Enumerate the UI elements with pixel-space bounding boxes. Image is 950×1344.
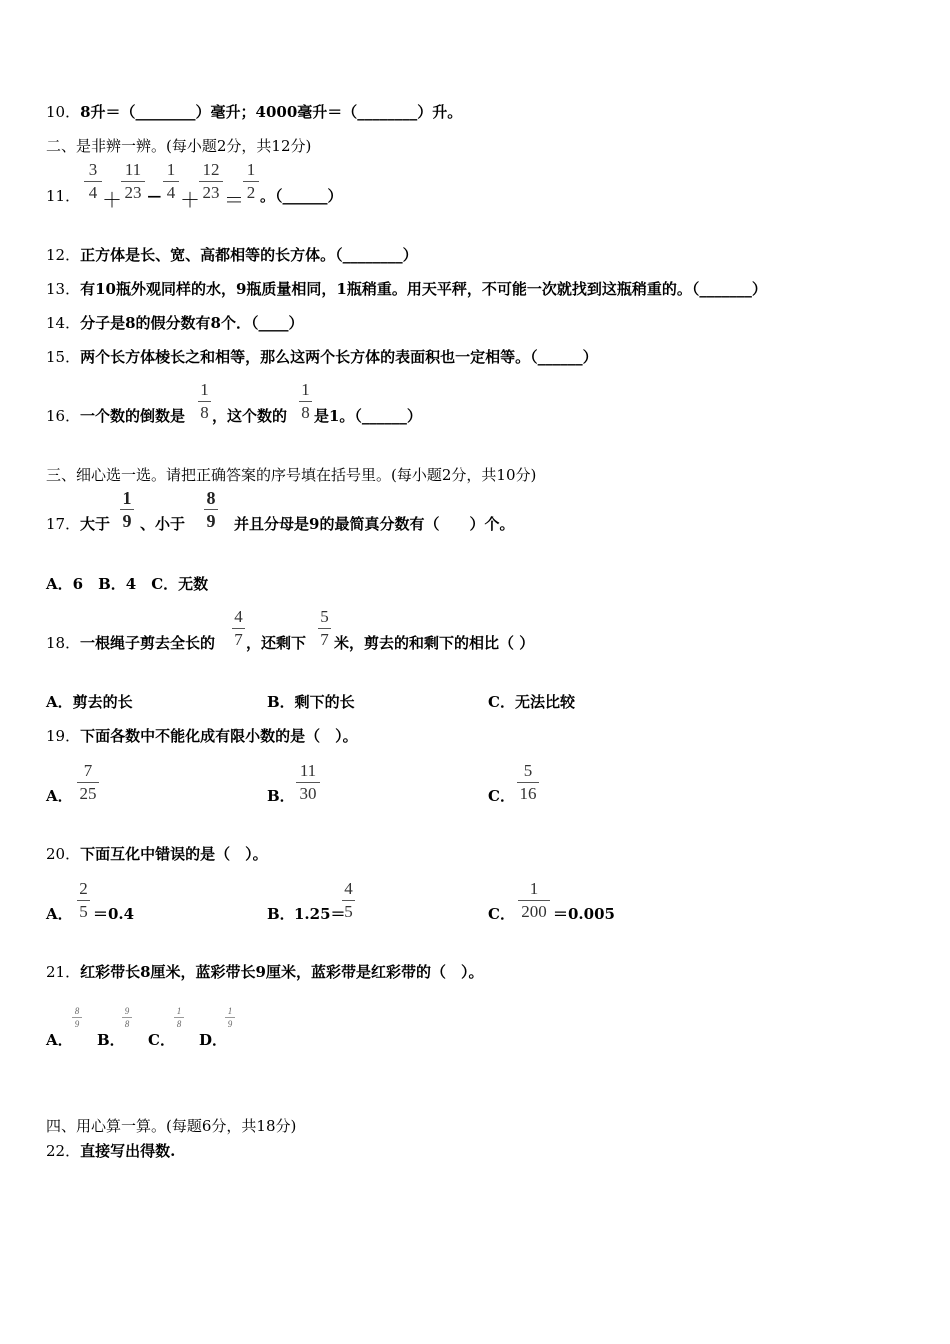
fraction: 1 4: [163, 160, 179, 203]
question-17-number: 17．: [46, 515, 81, 533]
question-18-part1: 一根绳子剪去全长的: [80, 634, 216, 652]
section-2-title: 二、是非辨一辨。(每小题2分，共12分): [46, 137, 312, 155]
fraction: 1 9: [120, 488, 134, 531]
option-label-d: D．: [199, 1031, 228, 1049]
question-number: 21．: [46, 963, 81, 981]
minus-operator: −: [146, 184, 163, 208]
fraction: 11 30: [296, 761, 320, 804]
fraction: 1 8: [198, 380, 211, 423]
question-16-number: 16．: [46, 407, 81, 425]
option-label-b: B．: [267, 787, 295, 805]
fraction: 1 9: [225, 1006, 235, 1029]
question-18-number: 18．: [46, 634, 81, 652]
question-number: 20．: [46, 845, 81, 863]
option-b-prefix: 1.25＝: [294, 905, 346, 923]
question-12: [46, 245, 418, 265]
option-label-b: B．: [97, 1031, 125, 1049]
section-4-title: 四、用心算一算。(每题6分，共18分): [46, 1117, 297, 1135]
question-16-part3: 是1。（______）: [314, 407, 422, 425]
question-18-option-c: C．无法比较: [488, 693, 575, 711]
fraction: 9 8: [122, 1006, 132, 1029]
question-18-part2: ，还剩下: [246, 634, 307, 652]
fraction: 7 25: [77, 761, 99, 804]
fraction: 11 23: [121, 160, 145, 203]
question-15: [46, 347, 598, 367]
question-22: [46, 1141, 175, 1161]
option-label-c: C．: [148, 1031, 175, 1049]
option-c-value: ＝0.005: [553, 905, 615, 923]
question-number: 22．: [46, 1142, 81, 1160]
option-a-value: ＝0.4: [93, 905, 135, 923]
question-text: 两个长方体棱长之和相等，那么这两个长方体的表面积也一定相等。（______）: [80, 348, 598, 366]
question-18-option-b: B．剩下的长: [267, 693, 355, 711]
fraction: 1 8: [174, 1006, 184, 1029]
question-number: 13．: [46, 280, 81, 298]
fraction: 12 23: [199, 160, 223, 203]
fraction: 8 9: [204, 488, 218, 531]
option-label-a: A．: [46, 905, 73, 923]
question-18-part3: 米，剪去的和剩下的相比（ ）: [334, 634, 535, 652]
equals-operator: ＝: [224, 188, 244, 212]
option-label-a: A．: [46, 1031, 73, 1049]
plus-operator: ＋: [180, 188, 200, 212]
plus-operator: ＋: [102, 188, 122, 212]
question-number: 19．: [46, 727, 81, 745]
question-text: 分子是8的假分数有8个．（____）: [80, 314, 304, 332]
fraction: 4 5: [342, 879, 355, 922]
option-label-b: B．: [267, 905, 295, 923]
question-13: [46, 279, 767, 299]
fraction: 1 200: [518, 879, 550, 922]
question-21: [46, 962, 483, 982]
question-14: [46, 313, 303, 333]
option-label-c: C．: [488, 905, 515, 923]
question-11-tail: 。（______）: [260, 187, 343, 205]
question-text: 正方体是长、宽、高都相等的长方体。（________）: [80, 246, 418, 264]
question-19: [46, 726, 358, 746]
option-label-a: A．: [46, 787, 73, 805]
question-text: 红彩带长8厘米，蓝彩带长9厘米，蓝彩带是红彩带的（ ）。: [80, 963, 484, 981]
question-text: 8升＝（________）毫升；4000毫升＝（________）升。: [80, 103, 463, 121]
fraction: 1 2: [243, 160, 259, 203]
question-17-part1: 大于: [80, 515, 111, 533]
fraction: 5 7: [318, 607, 331, 650]
question-10: [46, 102, 462, 122]
fraction: 1 8: [299, 380, 312, 423]
fraction: 4 7: [232, 607, 245, 650]
fraction: 8 9: [72, 1006, 82, 1029]
section-3-title: 三、细心选一选。请把正确答案的序号填在括号里。(每小题2分，共10分): [46, 466, 537, 484]
question-17-part2: 、小于: [140, 515, 186, 533]
question-17-part3: 并且分母是9的最简真分数有（ ）个。: [234, 515, 515, 533]
question-text: 下面各数中不能化成有限小数的是（ ）。: [80, 727, 358, 745]
question-number: 12．: [46, 246, 81, 264]
question-16-part1: 一个数的倒数是: [80, 407, 186, 425]
question-number: 10．: [46, 103, 81, 121]
fraction: 3 4: [84, 160, 102, 203]
fraction: 5 16: [517, 761, 539, 804]
question-16-part2: ，这个数的: [212, 407, 288, 425]
question-number: 15．: [46, 348, 81, 366]
question-11-number: 11．: [46, 187, 81, 205]
fraction: 2 5: [77, 879, 90, 922]
question-text: 下面互化中错误的是（ ）。: [80, 845, 268, 863]
question-number: 14．: [46, 314, 81, 332]
option-label-c: C．: [488, 787, 515, 805]
question-17-options: A．6 B．4 C．无数: [46, 575, 209, 593]
question-20: [46, 844, 268, 864]
question-text: 有10瓶外观同样的水，9瓶质量相同，1瓶稍重。用天平秤，不可能一次就找到这瓶稍重的。（_______）: [80, 280, 767, 298]
question-18-option-a: A．剪去的长: [46, 693, 133, 711]
question-text: 直接写出得数.: [80, 1142, 176, 1160]
